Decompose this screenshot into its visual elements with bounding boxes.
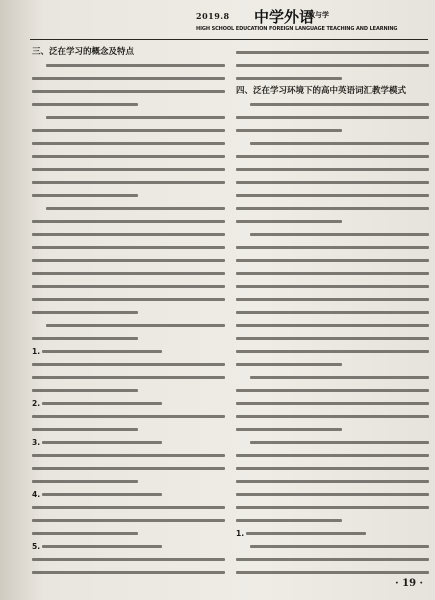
- subsection-number: 1.: [32, 347, 41, 356]
- text-line: [32, 59, 225, 72]
- text-line: [32, 514, 225, 527]
- text-line: [236, 150, 429, 163]
- text-line: [236, 371, 429, 384]
- text-line: [32, 410, 225, 423]
- text-line: [236, 501, 429, 514]
- text-line: [236, 280, 429, 293]
- subsection-number: 2.: [32, 399, 41, 408]
- text-line: [236, 267, 429, 280]
- text-line: [32, 358, 225, 371]
- subsection-heading: [32, 436, 225, 449]
- text-line: [236, 189, 429, 202]
- text-line: [236, 111, 429, 124]
- text-line: [32, 111, 225, 124]
- subsection-heading: [32, 488, 225, 501]
- text-line: [236, 306, 429, 319]
- text-line: [236, 436, 429, 449]
- text-line: [32, 280, 225, 293]
- text-line: [32, 202, 225, 215]
- issue-number: 2019.8: [196, 11, 230, 21]
- text-line: [32, 306, 225, 319]
- text-line: [32, 215, 225, 228]
- subsection-heading: [236, 527, 429, 540]
- subsection-number: 1.: [236, 529, 245, 538]
- section-heading: 三、泛在学习的概念及特点: [32, 47, 135, 57]
- text-line: [32, 254, 225, 267]
- text-line: [236, 332, 429, 345]
- left-column: [32, 46, 225, 578]
- text-line: [32, 228, 225, 241]
- subsection-number: 5.: [32, 542, 41, 551]
- journal-title: 中学外语: [254, 8, 315, 26]
- text-line: [236, 202, 429, 215]
- text-line: [236, 553, 429, 566]
- text-line: [32, 267, 225, 280]
- text-line: [236, 566, 429, 578]
- text-line: [32, 163, 225, 176]
- text-line: [32, 150, 225, 163]
- text-line: [32, 124, 225, 137]
- subsection-heading: [32, 397, 225, 410]
- text-line: [236, 462, 429, 475]
- journal-subtitle: 教与学: [308, 11, 329, 19]
- text-line: [236, 423, 429, 436]
- section-heading: 四、泛在学习环境下的高中英语词汇教学模式: [236, 86, 407, 96]
- text-line: [32, 85, 225, 98]
- text-line: [236, 215, 429, 228]
- text-line: [236, 449, 429, 462]
- text-line: [236, 358, 429, 371]
- text-line: [236, 514, 429, 527]
- text-line: [32, 501, 225, 514]
- text-line: [236, 241, 429, 254]
- text-line: [32, 566, 225, 578]
- text-line: [236, 72, 429, 85]
- text-line: [32, 423, 225, 436]
- subsection-number: 4.: [32, 490, 41, 499]
- text-line: [32, 241, 225, 254]
- text-line: [236, 46, 429, 59]
- text-line: [236, 124, 429, 137]
- text-line: [32, 449, 225, 462]
- text-line: [236, 384, 429, 397]
- text-line: [32, 384, 225, 397]
- text-line: [236, 228, 429, 241]
- text-line: [236, 540, 429, 553]
- text-line: [32, 189, 225, 202]
- text-line: [32, 462, 225, 475]
- text-line: [236, 345, 429, 358]
- text-line: [32, 553, 225, 566]
- text-line: [236, 254, 429, 267]
- text-line: [32, 332, 225, 345]
- subsection-heading: [32, 540, 225, 553]
- text-line: [32, 371, 225, 384]
- text-line: [32, 72, 225, 85]
- header-rule: [30, 39, 428, 40]
- text-line: [236, 475, 429, 488]
- running-header: [196, 6, 428, 36]
- text-line: [236, 293, 429, 306]
- text-line: [236, 397, 429, 410]
- journal-english-title: HIGH SCHOOL EDUCATION FOREIGN LANGUAGE TEACHING AND LEARNING: [196, 26, 398, 32]
- subsection-number: 3.: [32, 438, 41, 447]
- text-line: [32, 176, 225, 189]
- text-line: [32, 98, 225, 111]
- text-line: [236, 98, 429, 111]
- text-line: [236, 319, 429, 332]
- right-column: [236, 46, 429, 578]
- text-line: [236, 163, 429, 176]
- text-line: [236, 176, 429, 189]
- text-line: [236, 410, 429, 423]
- text-line: [32, 475, 225, 488]
- text-line: [32, 527, 225, 540]
- text-line: [236, 137, 429, 150]
- text-line: [32, 293, 225, 306]
- text-line: [236, 59, 429, 72]
- subsection-heading: [32, 345, 225, 358]
- text-line: [32, 319, 225, 332]
- text-line: [32, 137, 225, 150]
- page-number: · 19 ·: [395, 578, 423, 589]
- text-line: [236, 488, 429, 501]
